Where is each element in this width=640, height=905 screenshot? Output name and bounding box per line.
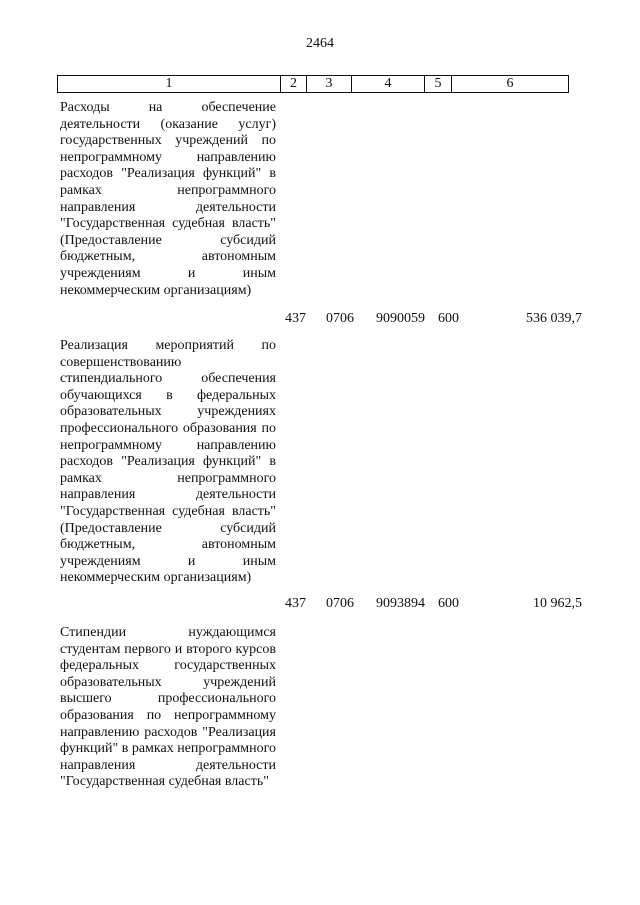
row-code-4: 9093894 — [376, 596, 425, 611]
column-header-3: 3 — [307, 76, 352, 93]
row-description: Расходы на обеспечение деятельности (оказание услуг) государственных учреждений по непрограммному направлению расходов "Реализация функций" в рамках непрограммного направления деятельности "Государственная судебная власть" (Предоставление субсидий бюджетным, автономным учреждениям и иным некоммерческим организациям) — [60, 100, 276, 298]
column-header-4: 4 — [352, 76, 425, 93]
column-header-5: 5 — [425, 76, 452, 93]
page-number: 2464 — [306, 36, 334, 51]
table-row — [60, 338, 620, 618]
column-header-2: 2 — [281, 76, 307, 93]
row-code-5: 600 — [438, 596, 459, 611]
row-code-4: 9090059 — [376, 311, 425, 326]
column-header-table — [57, 75, 569, 93]
row-amount: 10 962,5 — [533, 596, 582, 611]
column-header-row — [58, 76, 569, 93]
row-description: Стипендии нуждающимся студентам первого и второго курсов федеральных государственных образовательных учреждений высшего профессионального образования по непрограммному направлению расходов "Реализация функций" в рамках непрограммного направления деятельности "Государственная судебная власть" — [60, 625, 276, 790]
column-header-1: 1 — [58, 76, 281, 93]
table-row — [60, 625, 620, 845]
column-header-6: 6 — [452, 76, 569, 93]
table-row — [60, 100, 620, 330]
row-code-2: 437 — [285, 596, 306, 611]
row-code-2: 437 — [285, 311, 306, 326]
row-code-5: 600 — [438, 311, 459, 326]
row-code-3: 0706 — [326, 311, 354, 326]
row-description: Реализация мероприятий по совершенствованию стипендиального обеспечения обучающихся в федеральных образовательных учреждениях профессионального образования по непрограммному направлению расходов "Реализация функций" в рамках непрограммного направления деятельности "Государственная судебная власть" (Предоставление субсидий бюджетным, автономным учреждениям и иным некоммерческим организациям) — [60, 338, 276, 586]
row-amount: 536 039,7 — [526, 311, 582, 326]
row-code-3: 0706 — [326, 596, 354, 611]
